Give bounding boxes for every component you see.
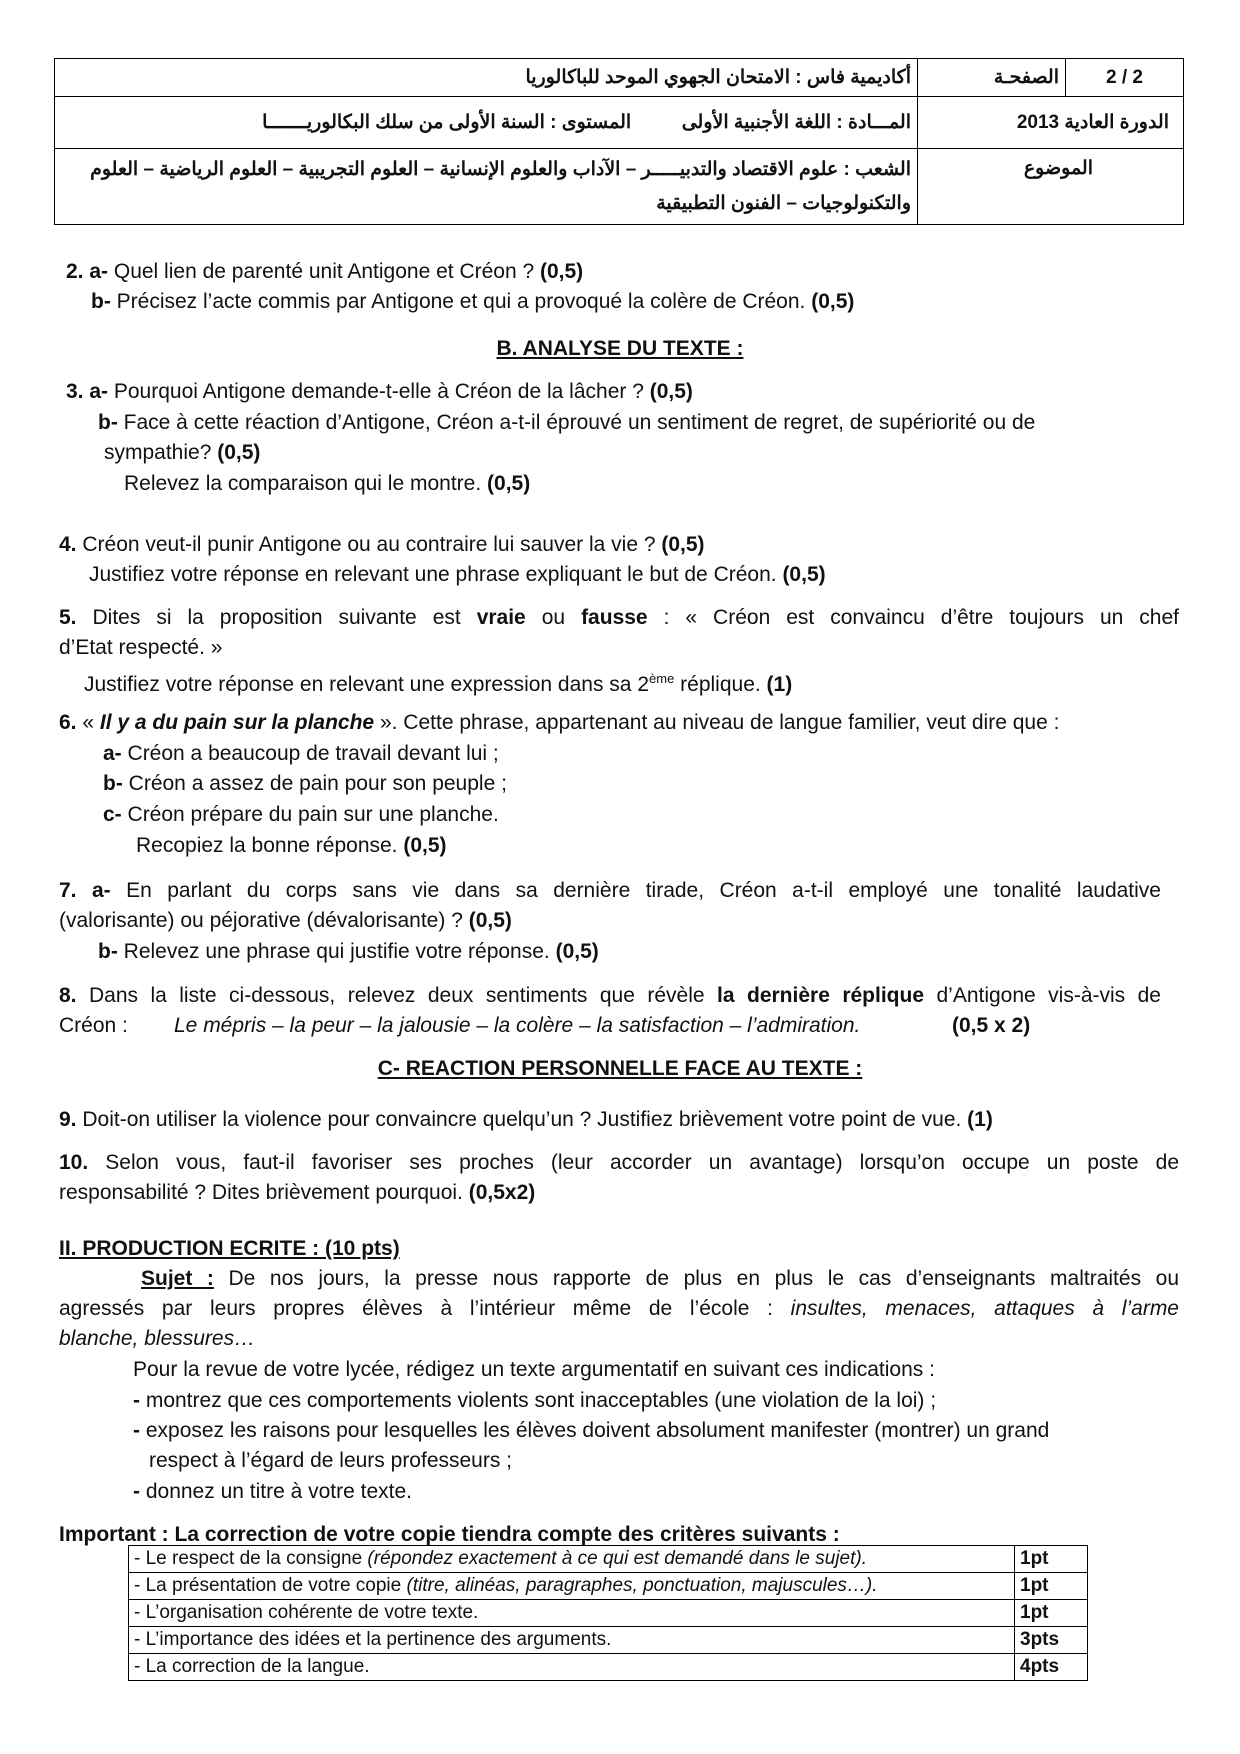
- branches-label: الشعب :: [843, 158, 911, 180]
- q8-bold-text: la dernière réplique: [717, 984, 925, 1007]
- q8-text: Dans la liste ci-dessous, relevez deux sentiments que révèle: [76, 984, 718, 1007]
- question-3a: [66, 378, 693, 406]
- q5-fausse: fausse: [581, 606, 648, 629]
- q6-opt-a-letter: a-: [103, 742, 122, 765]
- q10-text-2: responsabilité ? Dites brièvement pourquoi.: [59, 1181, 469, 1204]
- q6-instruction-text: Recopiez la bonne réponse.: [136, 834, 404, 857]
- production-item-2: [133, 1417, 1049, 1445]
- sujet-line-2: agressés par leurs propres élèves à l’intérieur même de l’école :: [59, 1297, 791, 1320]
- question-8: [59, 982, 1161, 1010]
- q10-number: 10.: [59, 1151, 89, 1174]
- topic-cell: [918, 149, 1184, 225]
- bullet: -: [133, 1480, 140, 1503]
- q8-text-end: d’Antigone vis-à-vis de: [924, 984, 1161, 1007]
- q2a-points: (0,5): [540, 260, 584, 283]
- q6-opt-b-text: Créon a assez de pain pour son peuple ;: [122, 772, 507, 795]
- q8-points: (0,5 x 2): [952, 1014, 1031, 1037]
- question-2b: [91, 288, 854, 316]
- q4-text: Créon veut-il punir Antigone ou au contraire lui sauver la vie ?: [76, 533, 662, 556]
- question-5-justify: [84, 665, 792, 699]
- page-number: 2 / 2: [1106, 66, 1143, 88]
- criteria-table: [128, 1545, 1088, 1681]
- criteria-text-cell: [129, 1654, 1015, 1681]
- q3b-points: (0,5): [217, 441, 261, 464]
- item-2-text-cont: respect à l’égard de leurs professeurs ;: [149, 1449, 513, 1472]
- criteria-italic: (titre, alinéas, paragraphes, ponctuation, majuscules…).: [406, 1575, 878, 1596]
- q4-points: (0,5): [661, 533, 705, 556]
- q7-text-2: (valorisante) ou péjorative (dévalorisante) ?: [59, 909, 469, 932]
- session-cell: [918, 97, 1184, 149]
- q3a-points: (0,5): [649, 380, 693, 403]
- q5-ou: ou: [525, 606, 582, 629]
- q10-text: Selon vous, faut-il favoriser ses proches (leur accorder un avantage) lorsqu’on occupe un poste de: [88, 1151, 1179, 1174]
- criteria-text: - L’importance des idées et la pertinence des arguments.: [134, 1629, 612, 1650]
- q7b-number: b-: [98, 940, 118, 963]
- q3b-number: b-: [98, 411, 118, 434]
- production-sujet-line-3: [59, 1325, 255, 1353]
- question-5-cont: [59, 634, 222, 662]
- section-c-title: C- REACTION PERSONNELLE FACE AU TEXTE :: [377, 1057, 863, 1080]
- section-c-heading: [0, 1055, 1240, 1083]
- q5-number: 5.: [59, 606, 77, 629]
- q5-text-2: d’Etat respecté. »: [59, 636, 223, 659]
- q8-number: 8.: [59, 984, 77, 1007]
- sujet-line-2-italic: insultes, menaces, attaques à l’arme: [790, 1297, 1179, 1320]
- branches-line-1: علوم الاقتصاد والتدبيـــــر – الآداب والعلوم الإنسانية – العلوم التجريبية – العلوم الرياضية – العلوم: [90, 158, 839, 180]
- q2a-number: 2. a-: [66, 260, 109, 283]
- important-text: Important : La correction de votre copie tiendra compte des critères suivants :: [59, 1523, 840, 1546]
- q4-number: 4.: [59, 533, 77, 556]
- question-6-option-b: [103, 770, 507, 798]
- q9-number: 9.: [59, 1108, 77, 1131]
- topic-label: الموضوع: [1023, 158, 1093, 179]
- question-7a: [59, 877, 1161, 905]
- item-3-text: donnez un titre à votre texte.: [140, 1480, 412, 1503]
- question-3b-cont: [104, 439, 260, 467]
- criteria-text-cell: [129, 1600, 1015, 1627]
- production-item-3: [133, 1478, 412, 1506]
- academy-title: أكاديمية فاس : الامتحان الجهوي الموحد للباكالوريا: [525, 67, 911, 88]
- q3a-number: 3. a-: [66, 380, 109, 403]
- q3b-text-2: sympathie?: [104, 441, 218, 464]
- page-label: الصفحـة: [993, 67, 1059, 88]
- q7-points: (0,5): [468, 909, 512, 932]
- production-item-1: [133, 1387, 936, 1415]
- q4-text-2: Justifiez votre réponse en relevant une phrase expliquant le but de Créon.: [89, 563, 783, 586]
- q6-quote-open: «: [76, 711, 100, 734]
- criteria-italic: (répondez exactement à ce qui est demandé dans le sujet).: [367, 1548, 867, 1569]
- production-title-text: II. PRODUCTION ECRITE : (10 pts): [59, 1237, 400, 1260]
- criteria-points: 1pt: [1015, 1600, 1088, 1627]
- q2b-number: b-: [91, 290, 111, 313]
- q5-points: (1): [766, 673, 793, 696]
- question-10: [59, 1149, 1179, 1177]
- q4-points-2: (0,5): [782, 563, 826, 586]
- criteria-text-cell: [129, 1546, 1015, 1573]
- subject-cell: [55, 97, 918, 149]
- q5-superscript: ème: [649, 671, 675, 686]
- branches-line-2: والتكنولوجيات – الفنون التطبيقية: [656, 192, 911, 214]
- question-8-points: [952, 1012, 1030, 1040]
- criteria-row: [129, 1654, 1088, 1681]
- q9-points: (1): [967, 1108, 993, 1131]
- q8-text-2: Créon :: [59, 1014, 128, 1037]
- academy-cell: [55, 59, 918, 97]
- criteria-text: - L’organisation cohérente de votre texte.: [134, 1602, 479, 1623]
- question-7a-cont: [59, 907, 512, 935]
- criteria-text: - La présentation de votre copie: [134, 1575, 407, 1596]
- criteria-row: [129, 1600, 1088, 1627]
- question-8-list: [174, 1012, 860, 1040]
- bullet: -: [133, 1419, 140, 1442]
- q7-number: 7. a-: [59, 879, 111, 902]
- question-6-option-c: [103, 801, 499, 829]
- q6-opt-c-text: Créon prépare du pain sur une planche.: [121, 803, 499, 826]
- criteria-text: - La correction de la langue.: [134, 1656, 370, 1677]
- question-4: [59, 531, 705, 559]
- question-6-instruction: [136, 832, 447, 860]
- page-label-cell: [918, 59, 1066, 97]
- exam-header: [54, 58, 1184, 225]
- criteria-points: 1pt: [1015, 1546, 1088, 1573]
- question-8-cont: [59, 1012, 128, 1040]
- criteria-row: [129, 1573, 1088, 1600]
- question-10-cont: [59, 1179, 535, 1207]
- q3a-text: Pourquoi Antigone demande-t-elle à Créon de la lâcher ?: [108, 380, 650, 403]
- production-sujet-line-2: [59, 1295, 1179, 1323]
- session-label: الدورة العادية 2013: [1016, 112, 1169, 133]
- criteria-points: 3pts: [1015, 1627, 1088, 1654]
- section-b-heading: [0, 335, 1240, 363]
- question-7b: [98, 938, 599, 966]
- q6-points: (0,5): [403, 834, 447, 857]
- q6-opt-c-letter: c-: [103, 803, 122, 826]
- q6-text: ». Cette phrase, appartenant au niveau de langue familier, veut dire que :: [374, 711, 1060, 734]
- bullet: -: [133, 1389, 140, 1412]
- question-3c: [124, 470, 530, 498]
- q7b-text: Relevez une phrase qui justifie votre réponse.: [117, 940, 556, 963]
- production-sujet: [141, 1265, 1179, 1293]
- production-item-2-cont: [149, 1447, 512, 1475]
- q3b-text: Face à cette réaction d’Antigone, Créon a-t-il éprouvé un sentiment de regret, de supériorité ou de: [117, 411, 1036, 434]
- criteria-row: [129, 1627, 1088, 1654]
- q6-opt-a-text: Créon a beaucoup de travail devant lui ;: [121, 742, 499, 765]
- section-b-title: B. ANALYSE DU TEXTE :: [496, 337, 744, 360]
- q3c-points: (0,5): [487, 472, 531, 495]
- q2b-text: Précisez l’acte commis par Antigone et qui a provoqué la colère de Créon.: [110, 290, 812, 313]
- page-number-cell: [1066, 59, 1184, 97]
- q9-text: Doit-on utiliser la violence pour convaincre quelqu’un ? Justifiez brièvement votre point de vue.: [76, 1108, 968, 1131]
- item-2-text: exposez les raisons pour lesquelles les élèves doivent absolument manifester (montrer) un grand: [140, 1419, 1050, 1442]
- q3c-text: Relevez la comparaison qui le montre.: [124, 472, 488, 495]
- question-6-option-a: [103, 740, 499, 768]
- q10-points: (0,5x2): [468, 1181, 536, 1204]
- production-instruction: [133, 1356, 935, 1384]
- q5-text-3: Justifiez votre réponse en relevant une expression dans sa 2: [84, 673, 650, 696]
- q5-text-3b: réplique.: [674, 673, 767, 696]
- q2b-points: (0,5): [811, 290, 855, 313]
- criteria-row: [129, 1546, 1088, 1573]
- q5-text-b: : « Créon est convaincu d’être toujours un chef: [647, 606, 1179, 629]
- item-1-text: montrez que ces comportements violents sont inacceptables (une violation de la loi) ;: [140, 1389, 937, 1412]
- q5-text-a: Dites si la proposition suivante est: [76, 606, 477, 629]
- question-6: [59, 709, 1059, 737]
- production-title: [59, 1235, 400, 1263]
- criteria-text-cell: [129, 1573, 1015, 1600]
- sujet-text: De nos jours, la presse nous rapporte de plus en plus le cas d’enseignants maltraités ou: [213, 1267, 1179, 1290]
- q7-text: En parlant du corps sans vie dans sa dernière tirade, Créon a-t-il employé une tonalité laudative: [110, 879, 1161, 902]
- question-3b: [98, 409, 1035, 437]
- level-label: المستوى : السنة الأولى من سلك البكالوريـــــــا: [262, 112, 632, 133]
- q2a-text: Quel lien de parenté unit Antigone et Créon ?: [108, 260, 540, 283]
- q6-number: 6.: [59, 711, 77, 734]
- subject-label: المـــادة : اللغة الأجنبية الأولى: [681, 112, 911, 133]
- q6-quote: Il y a du pain sur la planche: [99, 711, 375, 734]
- sujet-label: Sujet :: [141, 1267, 214, 1290]
- question-2a: [66, 258, 583, 286]
- production-instruction-text: Pour la revue de votre lycée, rédigez un texte argumentatif en suivant ces indications :: [133, 1358, 935, 1381]
- criteria-text: - Le respect de la consigne: [134, 1548, 368, 1569]
- question-5: [59, 604, 1179, 632]
- q5-vraie: vraie: [476, 606, 526, 629]
- q7b-points: (0,5): [555, 940, 599, 963]
- question-9: [59, 1106, 993, 1134]
- question-4-justify: [89, 561, 826, 589]
- q8-feelings-list: Le mépris – la peur – la jalousie – la colère – la satisfaction – l’admiration.: [174, 1014, 861, 1037]
- branches-cell: [55, 149, 918, 225]
- sujet-line-3: blanche, blessures…: [59, 1327, 256, 1350]
- q6-opt-b-letter: b-: [103, 772, 123, 795]
- criteria-text-cell: [129, 1627, 1015, 1654]
- criteria-points: 4pts: [1015, 1654, 1088, 1681]
- criteria-points: 1pt: [1015, 1573, 1088, 1600]
